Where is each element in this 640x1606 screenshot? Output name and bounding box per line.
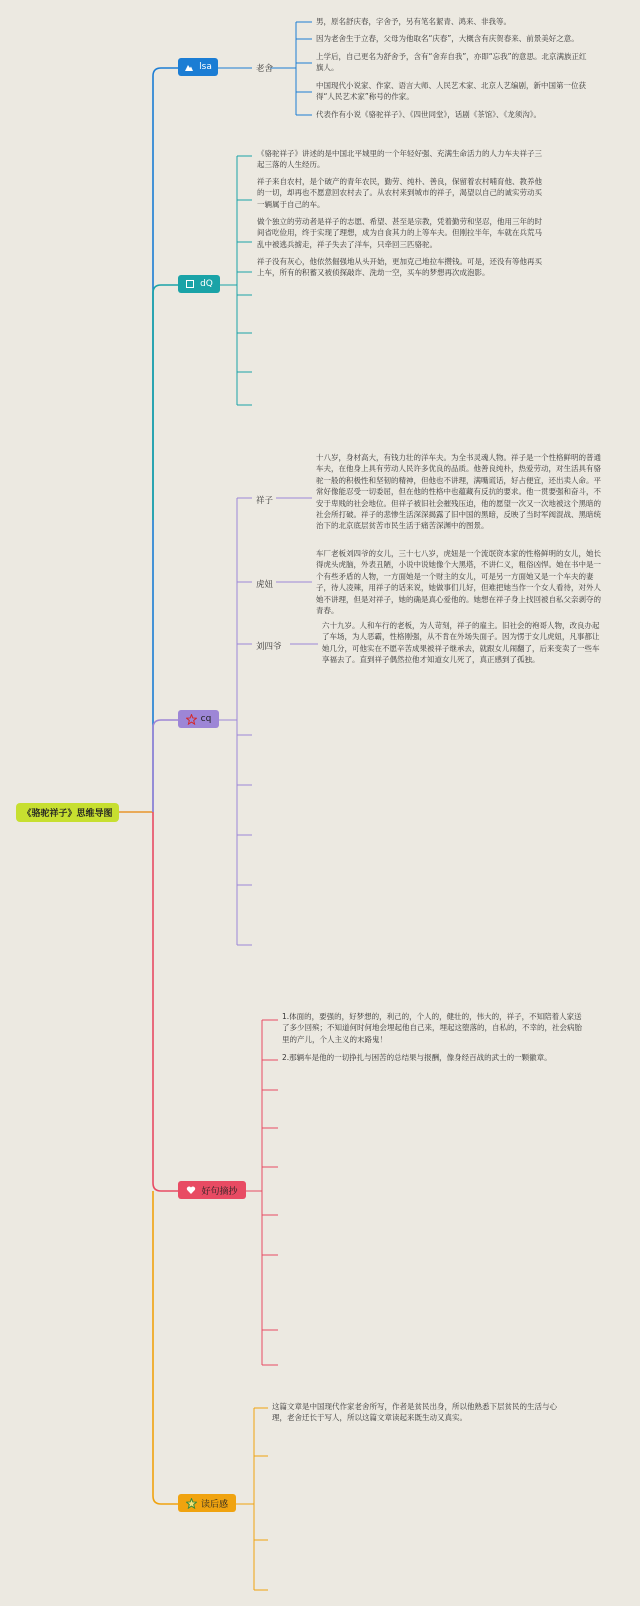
plot-item: 《骆驼祥子》讲述的是中国北平城里的一个年轻好强、充满生命活力的人力车夫祥子三起三落的人生经历。	[257, 149, 542, 170]
star-icon	[186, 714, 196, 724]
character-name: 刘四爷	[256, 642, 282, 652]
character-name: 祥子	[256, 496, 274, 506]
characters-connector	[153, 720, 178, 812]
character-desc: 车厂老板刘四爷的女儿，三十七八岁，虎妞是一个流氓资本家的性格鲜明的女儿，她长得虎头虎脑，外表丑陋，小说中说她像个大黑塔，不讲仁义，粗俗凶悍。她在书中是一个有些矛盾的人物，一方面她是一个财主的女儿，可是另一方面她又是一个车夫的妻子，待人凌辣，用祥子的话来说，她做事们儿好，但难把她当作一个女人看待，对外人她不讲理，但是对祥子，她的确是真心爱他的。她想在祥子身上找回被自私父亲剥夺的青春。	[316, 549, 601, 616]
author-name: 老舍	[256, 64, 274, 74]
quotes-connector	[153, 812, 178, 1191]
branch-reflection[interactable]: 读后感	[178, 1494, 236, 1512]
plot-item: 祥子来自农村，是个破产的青年农民，勤劳、纯朴、善良，保留着农村哺育他、教养他的一切，却再也不愿意回农村去了。从农村来到城市的祥子，渴望以自己的诚实劳动买一辆属于自己的车。	[257, 177, 542, 209]
plot-icon	[185, 279, 195, 289]
character-name: 虎妞	[256, 580, 274, 590]
plot-connector	[153, 285, 178, 520]
plot-item: 做个独立的劳动者是祥子的志愿、希望、甚至是宗教，凭着勤劳和坚忍，他用三年的时间省吃俭用，终于实现了理想，成为自食其力的上等车夫。但刚拉半年，车就在兵荒马乱中被逃兵掳走，祥子失去了洋车，只牵回三匹骆驼。	[257, 217, 542, 249]
quote-item: 2.那辆车是他的一切挣扎与困苦的总结果与报酬，像身经百战的武士的一颗徽章。	[282, 1053, 552, 1062]
reflection-item: 这篇文章是中国现代作家老舍所写，作者是贫民出身，所以他熟悉下层贫民的生活与心理，老舍迁长于写人，所以这篇文章读起来既生动又真实。	[272, 1402, 557, 1423]
root-node[interactable]: 《骆驼祥子》思维导图	[16, 803, 119, 822]
author-item: 男，原名舒庆春，字舍予，另有笔名絜青、鸿来、非我等。	[316, 17, 511, 26]
author-item: 代表作有小说《骆驼祥子》、《四世同堂》，话剧《茶馆》、《龙须沟》。	[316, 110, 541, 119]
branch-plot[interactable]: dQ	[178, 275, 220, 293]
branch-quotes[interactable]: 好句摘抄	[178, 1181, 246, 1199]
character-desc: 十八岁，身材高大，有钱力壮的洋车夫。为全书灵魂人物。祥子是一个性格鲜明的普通车夫，在他身上具有劳动人民许多优良的品质。他善良纯朴，热爱劳动，对生活具有骆驼一般的积极性和坚韧的精神，但他也不讲理，满嘴谎话，好占便宜，还出卖人命。平常好像能忍受一切委屈，但在他的性格中也蕴藏有反抗的要求。他一贯要强和奋斗，不安于卑贱的社会地位。但祥子被旧社会摧残压迫，他的愿望一次又一次地被这个黑暗的社会所打破。祥子的悲惨生活深深揭露了旧中国的黑暗，反映了当时军阀混战、黑暗统治下的北京底层贫苦市民生活于痛苦深渊中的图景。	[316, 453, 601, 531]
character-desc: 六十九岁。人和车行的老板，为人苛刻，祥子的雇主。旧社会的袍哥人物，改良办起了车场，为人恶霸，性格刚强，从不肯在外场失面子。因为愣于女儿虎妞，凡事都让她几分，可他实在不愿辛苦成果被祥子继承去，就跟女儿闹翻了，后来变卖了一些车享福去了。直到祥子偶然拉他才知道女儿死了，真正感到了孤独。	[322, 621, 600, 665]
author-connector	[153, 68, 178, 812]
branch-author[interactable]: lsa	[178, 58, 218, 76]
branch-characters[interactable]: cq	[178, 710, 219, 728]
heart-lock-icon	[186, 1185, 196, 1195]
mountain-icon	[184, 62, 194, 72]
reflection-connector	[153, 1191, 178, 1504]
star-icon	[186, 1498, 196, 1508]
author-item: 上学后，自己更名为舒舍予，含有“舍弃自我”，亦即“忘我”的意思。北京满族正红旗人。	[316, 52, 587, 73]
author-item: 中国现代小说家、作家、语言大师、人民艺术家、北京人艺编剧，新中国第一位获得“人民艺术家”称号的作家。	[316, 81, 586, 102]
author-item: 因为老舍生于立春，父母为他取名“庆春”，大概含有庆贺春来、前景美好之意。	[316, 34, 579, 43]
quote-item: 1.体面的，要强的，好梦想的，利己的，个人的，健壮的，伟大的，祥子，不知陪着人家送了多少回殡；不知道何时何地会埋起他自己来，埋起这堕落的，自私的，不幸的，社会病胎里的产儿，个人主义的末路鬼！	[282, 1012, 582, 1044]
plot-item: 祥子没有灰心，他依然倔强地从头开始，更加克己地拉车攒钱。可是，还没有等他再买上车，所有的积蓄又被侦探敲诈、洗劫一空，买车的梦想再次成泡影。	[257, 257, 542, 278]
